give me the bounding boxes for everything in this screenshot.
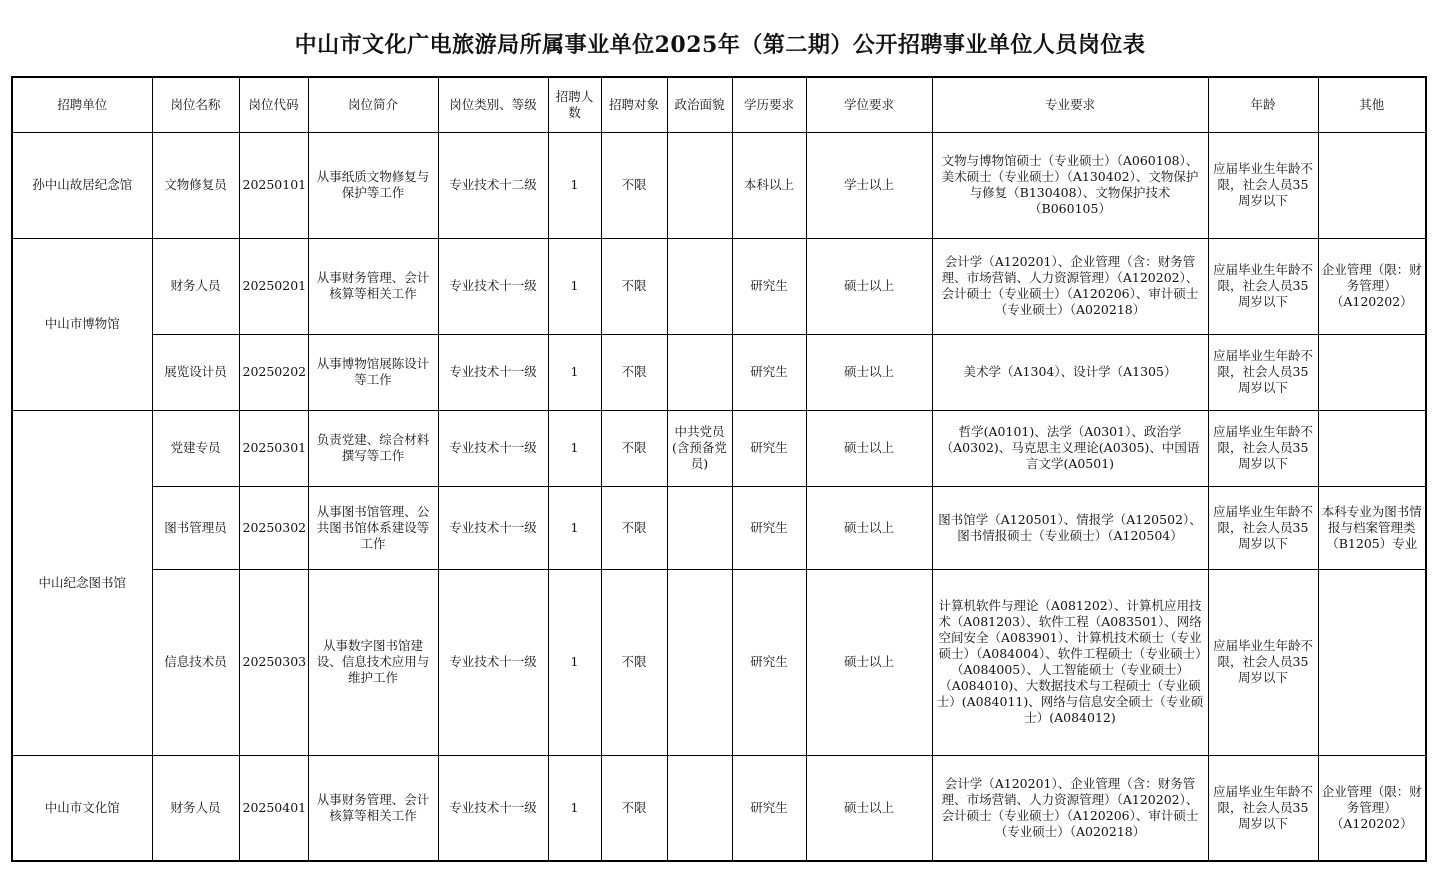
position-cell: 图书管理员: [152, 486, 239, 569]
code-cell: 20250202: [239, 334, 308, 410]
table-row: [12, 132, 1426, 238]
header-intro: 岗位简介: [308, 77, 438, 132]
position-cell: 党建专员: [152, 410, 239, 486]
code-cell: 20250401: [239, 755, 308, 861]
degree-cell: 学士以上: [806, 132, 932, 238]
other-cell: 企业管理（限：财务管理）（A120202）: [1318, 238, 1426, 334]
intro-cell: 从事财务管理、会计核算等相关工作: [308, 238, 438, 334]
header-education: 学历要求: [732, 77, 806, 132]
code-cell: 20250302: [239, 486, 308, 569]
intro-cell: 从事财务管理、会计核算等相关工作: [308, 755, 438, 861]
target-cell: 不限: [601, 334, 667, 410]
intro-cell: 从事博物馆展陈设计等工作: [308, 334, 438, 410]
education-cell: 本科以上: [732, 132, 806, 238]
table-row: [12, 569, 1426, 755]
major-cell: 会计学（A120201）、企业管理（含：财务管理、市场营销、人力资源管理）（A120202）、会计硕士（专业硕士）（A120206）、审计硕士（专业硕士）（A020218）: [932, 238, 1208, 334]
education-cell: 研究生: [732, 410, 806, 486]
count-cell: 1: [548, 486, 601, 569]
political-cell: 中共党员(含预备党员): [667, 410, 732, 486]
category-cell: 专业技术十一级: [438, 410, 548, 486]
degree-cell: 硕士以上: [806, 238, 932, 334]
position-cell: 信息技术员: [152, 569, 239, 755]
other-cell: 本科专业为图书情报与档案管理类（B1205）专业: [1318, 486, 1426, 569]
table-row: [12, 755, 1426, 861]
unit-cell: 中山纪念图书馆: [12, 410, 152, 755]
age-cell: 应届毕业生年龄不限，社会人员35周岁以下: [1208, 132, 1318, 238]
category-cell: 专业技术十一级: [438, 486, 548, 569]
major-cell: 计算机软件与理论（A081202）、计算机应用技术（A081203）、软件工程（A083501）、网络空间安全（A083901）、计算机技术硕士（专业硕士）（A084004）、软件工程硕士（专业硕士）（A084005）、人工智能硕士（专业硕士）（A084010)、大数据技术与工程硕士（专业硕士）(A084011)、网络与信息安全硕士（专业硕士）(A084012): [932, 569, 1208, 755]
target-cell: 不限: [601, 569, 667, 755]
political-cell: [667, 755, 732, 861]
code-cell: 20250303: [239, 569, 308, 755]
position-cell: 财务人员: [152, 755, 239, 861]
education-cell: 研究生: [732, 569, 806, 755]
header-degree: 学位要求: [806, 77, 932, 132]
degree-cell: 硕士以上: [806, 486, 932, 569]
positions-table: [11, 76, 1427, 862]
count-cell: 1: [548, 410, 601, 486]
age-cell: 应届毕业生年龄不限，社会人员35周岁以下: [1208, 755, 1318, 861]
count-cell: 1: [548, 755, 601, 861]
other-cell: [1318, 410, 1426, 486]
political-cell: [667, 132, 732, 238]
header-other: 其他: [1318, 77, 1426, 132]
political-cell: [667, 569, 732, 755]
position-cell: 财务人员: [152, 238, 239, 334]
education-cell: 研究生: [732, 755, 806, 861]
table-row: [12, 334, 1426, 410]
unit-cell: 孙中山故居纪念馆: [12, 132, 152, 238]
header-position: 岗位名称: [152, 77, 239, 132]
intro-cell: 从事数字图书馆建设、信息技术应用与维护工作: [308, 569, 438, 755]
target-cell: 不限: [601, 132, 667, 238]
age-cell: 应届毕业生年龄不限，社会人员35周岁以下: [1208, 569, 1318, 755]
major-cell: 哲学(A0101)、法学（A0301）、政治学（A0302)、马克思主义理论(A0305)、中国语言文学(A0501): [932, 410, 1208, 486]
count-cell: 1: [548, 132, 601, 238]
major-cell: 文物与博物馆硕士（专业硕士）（A060108）、美术硕士（专业硕士）（A130402）、文物保护与修复（B130408）、文物保护技术（B060105）: [932, 132, 1208, 238]
degree-cell: 硕士以上: [806, 755, 932, 861]
political-cell: [667, 238, 732, 334]
code-cell: 20250201: [239, 238, 308, 334]
age-cell: 应届毕业生年龄不限，社会人员35周岁以下: [1208, 486, 1318, 569]
category-cell: 专业技术十二级: [438, 132, 548, 238]
unit-cell: 中山市文化馆: [12, 755, 152, 861]
header-category: 岗位类别、等级: [438, 77, 548, 132]
political-cell: [667, 486, 732, 569]
category-cell: 专业技术十一级: [438, 238, 548, 334]
position-cell: 展览设计员: [152, 334, 239, 410]
code-cell: 20250301: [239, 410, 308, 486]
age-cell: 应届毕业生年龄不限，社会人员35周岁以下: [1208, 238, 1318, 334]
unit-cell: 中山市博物馆: [12, 238, 152, 410]
intro-cell: 负责党建、综合材料撰写等工作: [308, 410, 438, 486]
other-cell: [1318, 569, 1426, 755]
header-unit: 招聘单位: [12, 77, 152, 132]
header-code: 岗位代码: [239, 77, 308, 132]
degree-cell: 硕士以上: [806, 569, 932, 755]
degree-cell: 硕士以上: [806, 334, 932, 410]
count-cell: 1: [548, 238, 601, 334]
education-cell: 研究生: [732, 486, 806, 569]
category-cell: 专业技术十一级: [438, 569, 548, 755]
education-cell: 研究生: [732, 334, 806, 410]
major-cell: 图书馆学（A120501）、情报学（A120502）、图书情报硕士（专业硕士）（A120504）: [932, 486, 1208, 569]
other-cell: [1318, 132, 1426, 238]
intro-cell: 从事图书馆管理、公共图书馆体系建设等工作: [308, 486, 438, 569]
major-cell: 美术学（A1304）、设计学（A1305）: [932, 334, 1208, 410]
header-age: 年龄: [1208, 77, 1318, 132]
major-cell: 会计学（A120201）、企业管理（含：财务管理、市场营销、人力资源管理）（A120202）、会计硕士（专业硕士）（A120206）、审计硕士（专业硕士）（A020218）: [932, 755, 1208, 861]
intro-cell: 从事纸质文物修复与保护等工作: [308, 132, 438, 238]
code-cell: 20250101: [239, 132, 308, 238]
degree-cell: 硕士以上: [806, 410, 932, 486]
table-row: [12, 410, 1426, 486]
category-cell: 专业技术十一级: [438, 334, 548, 410]
other-cell: [1318, 334, 1426, 410]
age-cell: 应届毕业生年龄不限，社会人员35周岁以下: [1208, 334, 1318, 410]
header-political: 政治面貌: [667, 77, 732, 132]
education-cell: 研究生: [732, 238, 806, 334]
other-cell: 企业管理（限：财务管理）（A120202）: [1318, 755, 1426, 861]
header-count: 招聘人数: [548, 77, 601, 132]
table-row: [12, 238, 1426, 334]
political-cell: [667, 334, 732, 410]
category-cell: 专业技术十一级: [438, 755, 548, 861]
header-target: 招聘对象: [601, 77, 667, 132]
count-cell: 1: [548, 569, 601, 755]
age-cell: 应届毕业生年龄不限，社会人员35周岁以下: [1208, 410, 1318, 486]
page-title: 中山市文化广电旅游局所属事业单位2025年（第二期）公开招聘事业单位人员岗位表: [294, 32, 1146, 58]
table-header-row: [12, 77, 1426, 132]
target-cell: 不限: [601, 410, 667, 486]
target-cell: 不限: [601, 486, 667, 569]
table-row: [12, 486, 1426, 569]
header-major: 专业要求: [932, 77, 1208, 132]
count-cell: 1: [548, 334, 601, 410]
target-cell: 不限: [601, 238, 667, 334]
position-cell: 文物修复员: [152, 132, 239, 238]
target-cell: 不限: [601, 755, 667, 861]
